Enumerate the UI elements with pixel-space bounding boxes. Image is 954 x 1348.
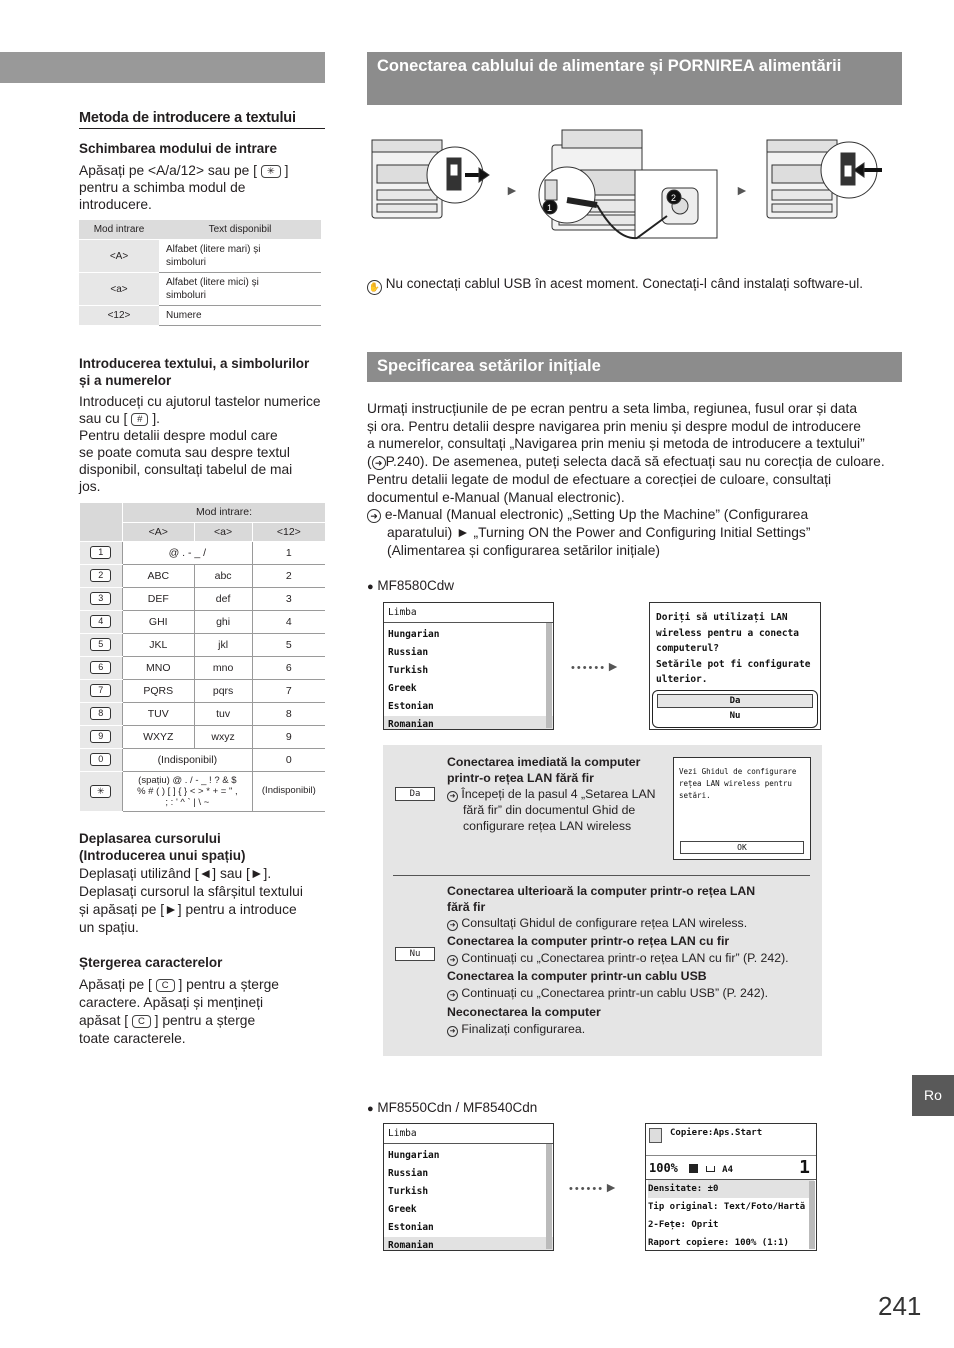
tray-icon [689, 1164, 698, 1173]
star-key-icon: ✳ [261, 165, 281, 178]
list-item[interactable]: Russian [388, 647, 429, 658]
cursor-paragraph: Deplasați utilizând [◄] sau [►]. Deplasați cursorul la sfârșitul textului și apăsați pe [►] pentru a introduce un spațiu. [79, 866, 303, 935]
key-8-icon: 8 [90, 707, 111, 720]
section-heading-text-input: Metoda de introducere a textului [79, 110, 325, 129]
usb-note: ✋ Nu conectați cablul USB în acest moment. Conectați-l când instalați software-ul. [367, 275, 907, 295]
reference-arrow-icon: ➜ [447, 1026, 458, 1037]
key-6-icon: 6 [90, 661, 111, 674]
list-item[interactable]: Raport copiere: 100% (1:1) [648, 1238, 789, 1248]
wireless-question-screen: Doriți să utilizați LAN wireless pentru a conecta computerul? Setările pot fi configurate ulterior. Da Nu [649, 602, 821, 730]
copy-screen: Copiere:Aps.Start 100% A4 1 Densitate: ±0 Tip original: Text/Foto/Hartă 2-Fețe: Oprit Raport copiere: 100% (1:1) [645, 1123, 817, 1251]
table-row: 3 DEF def 3 [80, 587, 326, 610]
clear-key-icon: C [156, 979, 175, 992]
no-button[interactable]: Nu [657, 710, 813, 724]
ok-button[interactable]: OK [680, 841, 804, 854]
subheading-input-mode: Schimbarea modului de intrare [79, 141, 278, 156]
table-row: 9 WXYZ wxyz 9 [80, 725, 326, 748]
page-number: 241 [878, 1291, 922, 1321]
reference-arrow-icon: ➜ [447, 955, 458, 966]
key-0-icon: 0 [90, 753, 111, 766]
list-item[interactable]: Turkish [388, 1186, 429, 1197]
list-item[interactable]: Romanian [384, 1237, 553, 1251]
yes-button[interactable]: Da [657, 694, 813, 708]
list-item[interactable]: Densitate: ±0 [648, 1180, 814, 1198]
table-row: 2 ABC abc 2 [80, 564, 326, 587]
connect-later-options: Conectarea ulterioară la computer printr-o rețea LAN fără fir ➜ Consultați Ghidul de configurare rețea LAN wireless. Conectarea la computer printr-o rețea LAN cu fir ➜ Continuați cu „Conectarea printr-o rețea LAN cu fir” (P. 242). Conectarea la computer printr-un cablu USB ➜ Continuați cu „Conectarea printr-un cablu USB” (P. 242). Neconectarea la computer ➜ Finalizați configurarea. [447, 884, 789, 1036]
language-tab: Ro [912, 1075, 954, 1116]
list-item[interactable]: Hungarian [388, 1150, 440, 1161]
list-item[interactable]: Estonian [388, 701, 434, 712]
list-item[interactable]: Russian [388, 1168, 429, 1179]
key-5-icon: 5 [90, 638, 111, 651]
key-3-icon: 3 [90, 592, 111, 605]
delete-paragraph: Apăsați pe [ C ] pentru a șterge caractere. Apăsați și mențineți apăsat [ C ] pentru a șterge toate caracterele. [79, 977, 279, 1046]
key-1-icon: 1 [90, 546, 111, 559]
input-mode-paragraph: Apăsați pe <A/a/12> sau pe [ ✳ ] pentru a schimba modul de introducere. [79, 163, 289, 212]
model-label-mf8580: ● MF8580Cdw [367, 578, 454, 593]
svg-text:►: ► [735, 182, 749, 198]
page-ref-icon: ➜ [372, 456, 386, 470]
subheading-delete: Ștergerea caracterelor [79, 955, 223, 970]
reference-arrow-icon: ➜ [447, 990, 458, 1001]
section-power-heading: Conectarea cablului de alimentare și PORNIREA alimentării [367, 52, 902, 105]
nu-button-label: Nu [395, 947, 435, 961]
list-item[interactable]: 2-Fețe: Oprit [648, 1220, 719, 1230]
scrollbar [546, 1144, 552, 1249]
svg-text:2: 2 [671, 193, 677, 203]
copy-quantity: 1 [799, 1157, 810, 1178]
svg-text:►: ► [505, 182, 519, 198]
hash-key-icon: # [131, 413, 148, 426]
language-screen-2 [383, 1123, 554, 1251]
key-star-icon: ✳ [90, 785, 111, 798]
reference-arrow-icon: ➜ [447, 791, 458, 802]
table-row: 8 TUV tuv 8 [80, 702, 326, 725]
dotted-arrow: ••••••► [569, 1179, 618, 1195]
table-row: ✳ (spațiu) @ . / - _ ! ? & $ % # ( ) [ ] { } < > * + = " , ; : ' ^ ` | \ ~ (Indisponibil) [80, 771, 326, 811]
reference-arrow-icon: ➜ [367, 509, 381, 523]
list-item[interactable]: Estonian [388, 1222, 434, 1233]
clear-key-icon: C [132, 1015, 151, 1028]
model-label-mf8550: ● MF8550Cdn / MF8540Cdn [367, 1100, 538, 1115]
list-item[interactable]: Romanian [384, 716, 553, 730]
dotted-arrow: ••••••► [571, 658, 620, 674]
input-mode-table: Mod intrare Text disponibil <A> Alfabet (litere mari) și simboluri <a> Alfabet (litere mici) și simboluri <12> Numere [79, 220, 321, 326]
table-row: 0 (Indisponibil) 0 [80, 748, 326, 771]
scrollbar [809, 1181, 815, 1249]
list-item[interactable]: Tip original: Text/Foto/Hartă [648, 1202, 806, 1212]
initial-settings-intro: Urmați instrucțiunile de pe ecran pentru a seta limba, regiunea, fusul orar și data și ora. Pentru detalii despre navigarea prin meniu și despre modul de introducere a numerelor, consultați „Navigarea prin meniu și metoda de introducere a textului” ( ➜ P.240). De asemenea, puteți selecta dacă să efectuați sau nu corecția de culoare. Pentru detalii legate de modul de efectuare a corecției de culoare, consultați documentul e-Manual (Manual electronic). [367, 401, 885, 505]
divider [393, 875, 810, 876]
table-row: 7 PQRS pqrs 7 [80, 679, 326, 702]
section-initial-settings-heading: Specificarea setărilor inițiale [367, 352, 902, 382]
power-connection-illustration [367, 120, 902, 255]
reference-arrow-icon: ➜ [447, 920, 458, 931]
table-row: 6 MNO mno 6 [80, 656, 326, 679]
connect-now-option: Conectarea imediată la computer printr-o rețea LAN fără fir ➜ Începeți de la pasul 4 „Setarea LAN fără fir” din documentul Ghid de configurare rețea LAN wireless [447, 755, 656, 833]
list-item[interactable]: Turkish [388, 665, 429, 676]
character-table: Mod intrare: <A> <a> <12> 1 @ . - _ / 1 2 ABC abc 2 3 DEF def 3 4 GHI ghi 4 5 JKL jkl 5 6 MNO mno 6 7 PQRS pqrs 7 8 TUV tuv 8 9 WXYZ wxyz 9 0 (Indisponibil) 0 ✳ (spațiu) @ . / - _ ! ? & $ % # ( ) [ ] { } < > * + = " , ; : ' ^ ` | \ ~ (Indisponibil) [79, 503, 325, 812]
emanual-reference: ➜ e-Manual (Manual electronic) „Setting Up the Machine” (Configurarea aparatului) ► „Turning ON the Power and Configuring Initial Settings” (Alimentarea și configurarea setărilor inițiale) [367, 506, 907, 560]
list-item[interactable]: Greek [388, 1204, 417, 1215]
table-row: 5 JKL jkl 5 [80, 633, 326, 656]
screen-title: Limba [384, 1124, 553, 1144]
entering-text-paragraph: Introduceți cu ajutorul tastelor numerice sau cu [ # ]. Pentru detalii despre modul care se poate comuta sau despre textul disponibil, consultați tabelul de mai jos. [79, 394, 321, 494]
list-item[interactable]: Hungarian [388, 629, 440, 640]
svg-text:1: 1 [547, 203, 553, 213]
key-9-icon: 9 [90, 730, 111, 743]
subheading-cursor: Deplasarea cursorului (Introducerea unui spațiu) [79, 831, 246, 863]
key-4-icon: 4 [90, 615, 111, 628]
copy-icon [649, 1128, 662, 1143]
screen-title: Limba [384, 603, 553, 623]
scrollbar [546, 623, 552, 728]
language-screen [383, 602, 554, 730]
key-2-icon: 2 [90, 569, 111, 582]
da-button-label: Da [395, 787, 435, 801]
caution-hand-icon: ✋ [367, 280, 382, 295]
list-item[interactable]: Greek [388, 683, 417, 694]
left-header-bar [0, 52, 325, 83]
subheading-entering-text: Introducerea textului, a simbolurilor și a numerelor [79, 356, 310, 388]
paper-icon [706, 1166, 715, 1172]
key-7-icon: 7 [90, 684, 111, 697]
table-row: 1 @ . - _ / 1 [80, 541, 326, 564]
wlan-guide-screen: Vezi Ghidul de configurare rețea LAN wireless pentru setări. OK [673, 757, 811, 860]
table-row: 4 GHI ghi 4 [80, 610, 326, 633]
